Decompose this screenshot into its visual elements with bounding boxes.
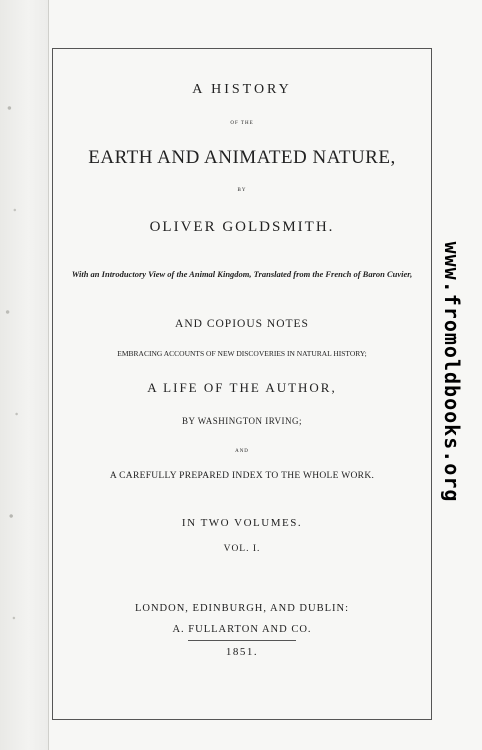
introductory-note: With an Introductory View of the Animal Kingdom, Translated from the French of Baron Cuvier, bbox=[71, 269, 413, 279]
imprint-publisher: A. FULLARTON AND CO. bbox=[172, 624, 312, 635]
site-watermark: www.fromoldbooks.org bbox=[440, 241, 464, 503]
binding-edge bbox=[0, 0, 49, 750]
copious-notes-line: AND COPIOUS NOTES bbox=[175, 318, 309, 330]
author-name: OLIVER GOLDSMITH. bbox=[149, 219, 335, 235]
volume-number: VOL. I. bbox=[223, 544, 261, 554]
irving-line: BY WASHINGTON IRVING; bbox=[181, 416, 303, 426]
life-of-author-line: A LIFE OF THE AUTHOR, bbox=[147, 380, 337, 395]
title-line-history: A HISTORY bbox=[192, 82, 292, 97]
imprint-rule bbox=[188, 640, 296, 641]
book-title: EARTH AND ANIMATED NATURE, bbox=[88, 147, 396, 168]
imprint-year: 1851. bbox=[225, 646, 259, 658]
index-line: A CAREFULLY PREPARED INDEX TO THE WHOLE WORK. bbox=[109, 471, 375, 481]
embracing-line: EMBRACING ACCOUNTS OF NEW DISCOVERIES IN NATURAL HISTORY; bbox=[117, 349, 367, 358]
volumes-line: IN TWO VOLUMES. bbox=[181, 517, 303, 529]
imprint-cities: LONDON, EDINBURGH, AND DUBLIN: bbox=[134, 603, 350, 614]
by-label: BY bbox=[237, 188, 247, 193]
page-stains bbox=[4, 40, 22, 720]
title-line-of-the: OF THE bbox=[230, 121, 254, 126]
and-label: AND bbox=[235, 449, 249, 454]
